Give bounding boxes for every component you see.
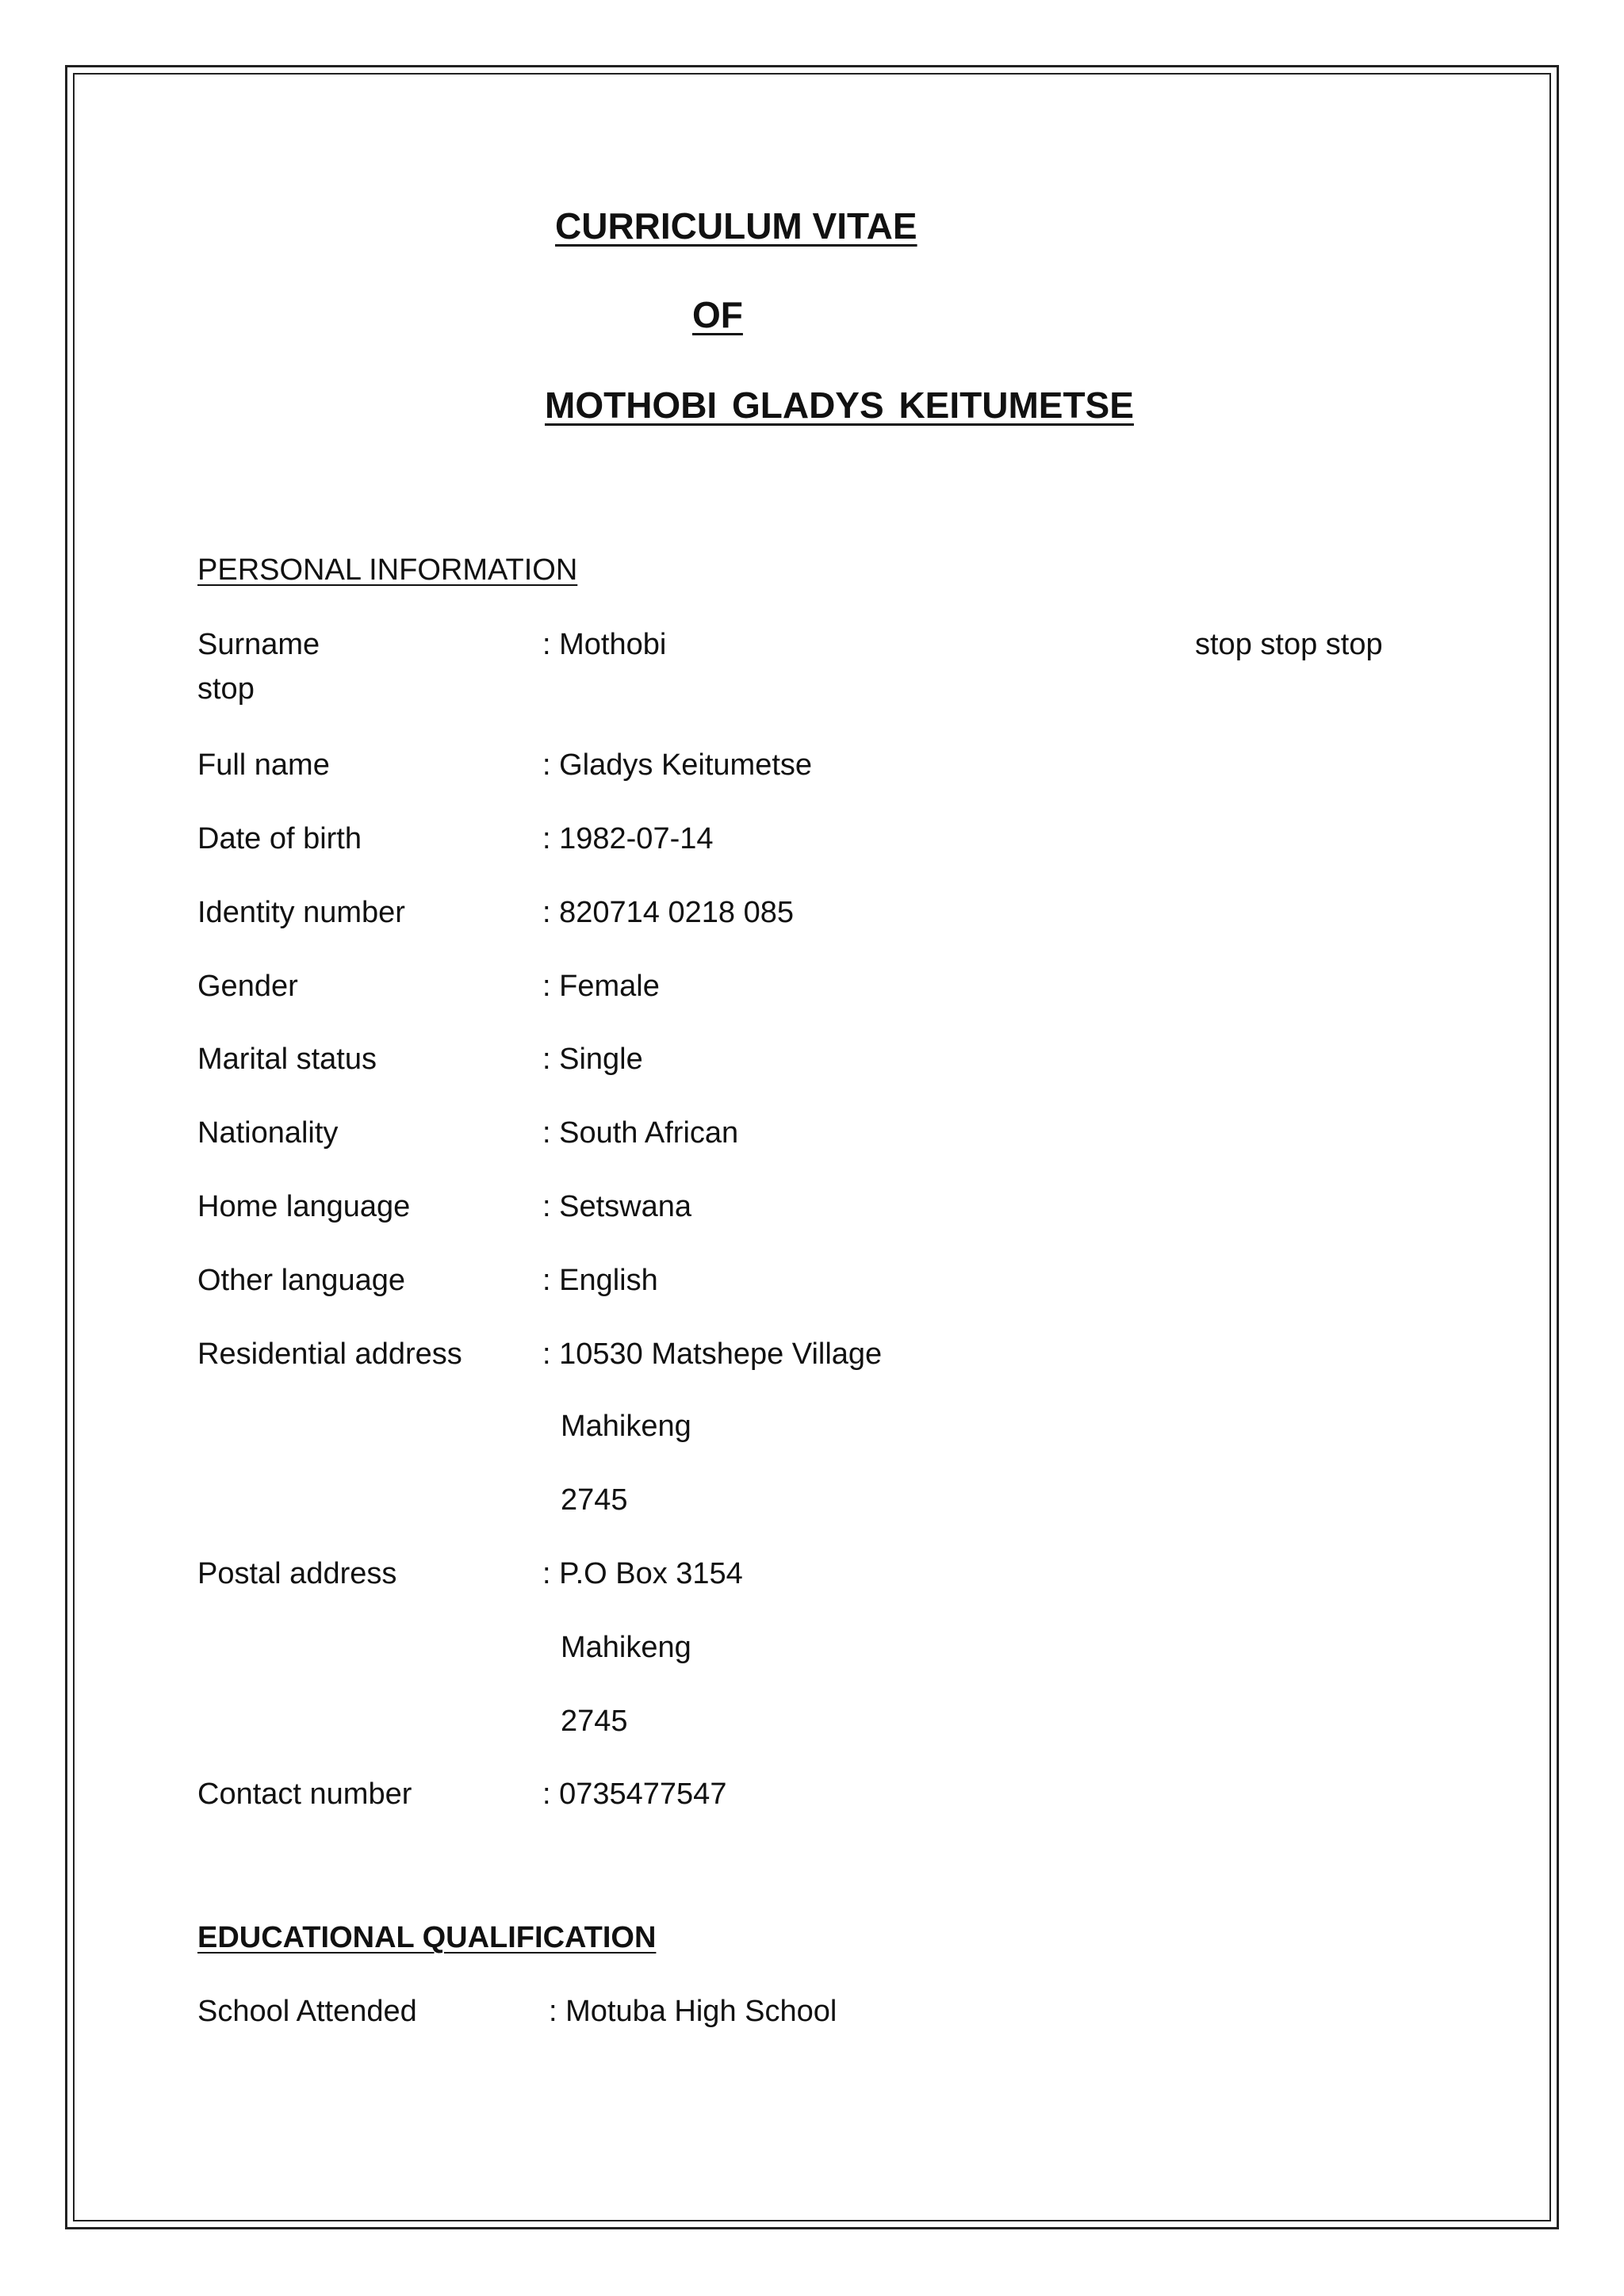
home-language-value: : Setswana (542, 1190, 691, 1223)
nationality-label: Nationality (197, 1116, 339, 1150)
residential-address-label: Residential address (197, 1337, 462, 1371)
postal-address-line2: Mahikeng (561, 1631, 691, 1664)
contact-number-value: : 0735477547 (542, 1777, 727, 1811)
fullname-label: Full name (197, 748, 330, 782)
contact-number-label: Contact number (197, 1777, 412, 1811)
school-attended-value: : Motuba High School (549, 1995, 837, 2028)
postal-address-line1: : P.O Box 3154 (542, 1557, 743, 1590)
id-number-value: : 820714 0218 085 (542, 896, 794, 929)
other-language-label: Other language (197, 1264, 405, 1297)
residential-address-line3: 2745 (561, 1483, 628, 1517)
surname-note-wrap: stop (197, 672, 255, 706)
other-language-value: : English (542, 1264, 658, 1297)
nationality-value: : South African (542, 1116, 739, 1150)
dob-label: Date of birth (197, 822, 362, 855)
fullname-value: : Gladys Keitumetse (542, 748, 813, 782)
document-title-of: OF (692, 294, 743, 335)
postal-address-label: Postal address (197, 1557, 397, 1590)
educational-qualification-heading: EDUCATIONAL QUALIFICATION (197, 1921, 657, 1954)
surname-value: : Mothobi (542, 628, 667, 661)
school-attended-label: School Attended (197, 1995, 417, 2028)
residential-address-line1: : 10530 Matshepe Village (542, 1337, 883, 1371)
surname-note: stop stop stop (1195, 628, 1383, 661)
gender-label: Gender (197, 970, 298, 1003)
marital-status-label: Marital status (197, 1043, 377, 1076)
dob-value: : 1982-07-14 (542, 822, 714, 855)
gender-value: : Female (542, 970, 660, 1003)
residential-address-line2: Mahikeng (561, 1410, 691, 1443)
surname-label: Surname (197, 628, 320, 661)
postal-address-line3: 2745 (561, 1705, 628, 1738)
document-title-name: MOTHOBI GLADYS KEITUMETSE (545, 385, 1134, 426)
id-number-label: Identity number (197, 896, 405, 929)
home-language-label: Home language (197, 1190, 411, 1223)
personal-information-heading: PERSONAL INFORMATION (197, 553, 578, 587)
marital-status-value: : Single (542, 1043, 643, 1076)
document-title: CURRICULUM VITAE (555, 205, 917, 247)
